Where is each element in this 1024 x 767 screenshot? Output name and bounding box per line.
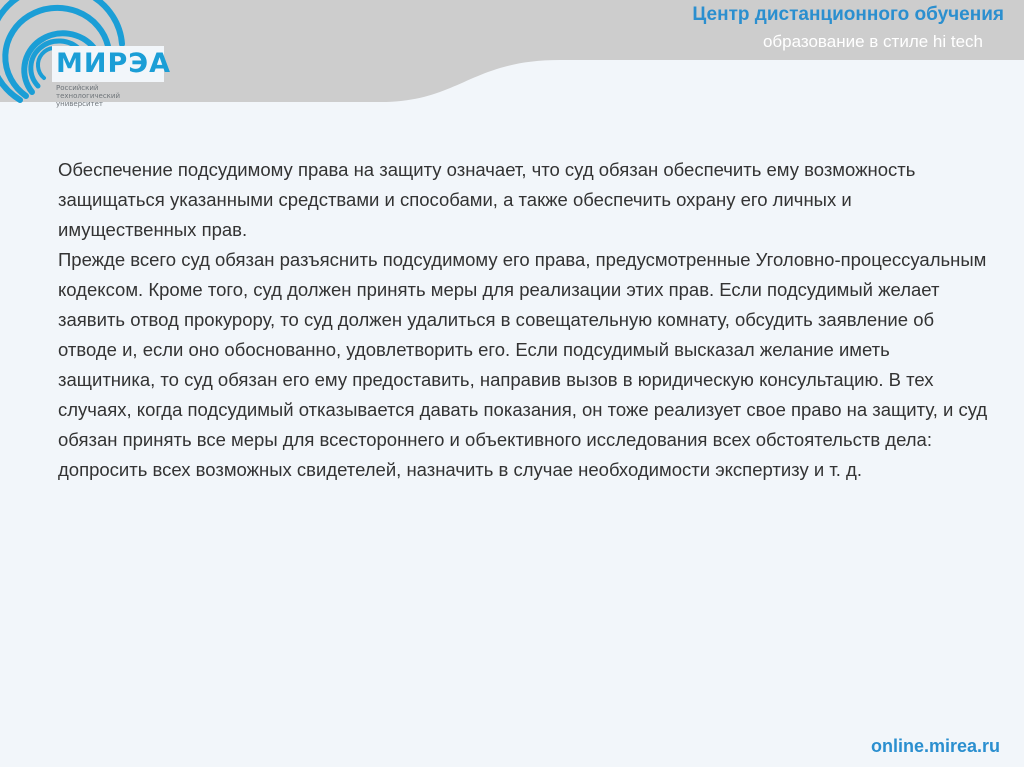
logo-caption (56, 84, 146, 108)
header-subtitle: образование в стиле hi tech (762, 32, 983, 51)
logo-wordmark: МИРЭА (56, 48, 171, 79)
mirea-logo (0, 0, 175, 120)
slide-body-text (58, 155, 988, 485)
footer-url: online.mirea.ru (870, 736, 1000, 756)
logo-caption-line: университет (56, 100, 104, 108)
body-paragraph: Прежде всего суд обязан разъяснить подсудимому его права, предусмотренные Уголовно-процессуальным кодексом. Кроме того, суд должен принять меры для реализации этих прав. Если подсудимый желает заявить отвод прокурору, то суд должен удалиться в совещательную комнату, обсудить заявление об отводе и, если оно обоснованно, удовлетворить его. Если подсудимый высказал желание иметь защитника, то суд обязан его ему предоставить, направив вызов в юридическую консультацию. В тех случаях, когда подсудимый отказывается давать показания, он тоже реализует свое право на защиту, и суд обязан принять все меры для всестороннего и объективного исследования всех обстоятельств дела: допросить всех возможных свидетелей, назначить в случае необходимости экспертизу и т. д. (58, 249, 988, 480)
logo-caption-line: технологический (56, 92, 120, 100)
body-paragraph: Обеспечение подсудимому права на защиту означает, что суд обязан обеспечить ему возможность защищаться указанными средствами и способами, а также обеспечить охрану его личных и имущественных прав. (58, 159, 916, 240)
header-title: Центр дистанционного обучения (692, 4, 1004, 25)
logo-caption-line: Российский (56, 84, 99, 92)
